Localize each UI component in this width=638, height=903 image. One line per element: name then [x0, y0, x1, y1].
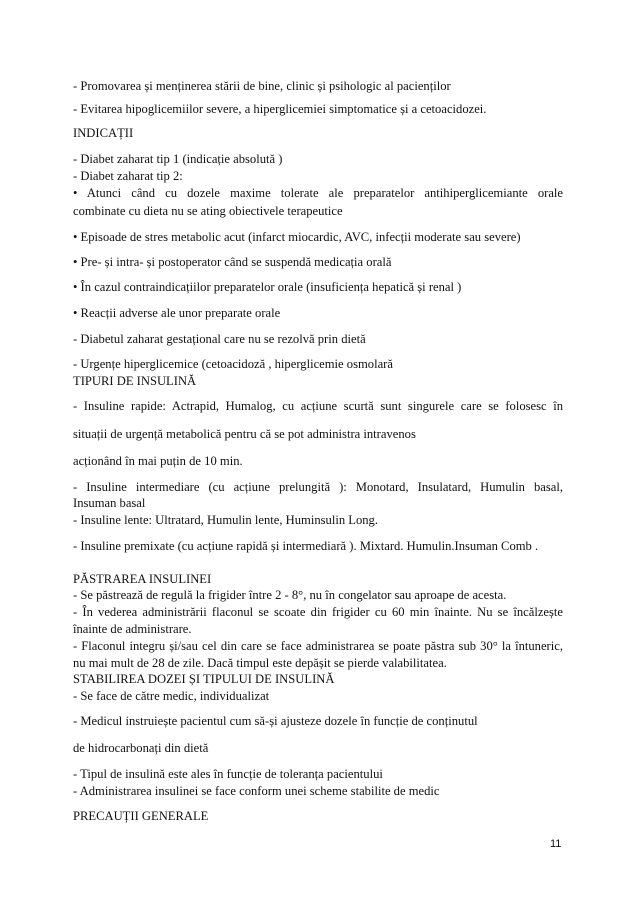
bullet-item: • Atunci când cu dozele maxime tolerate ale preparatelor antihiperglicemiante orale: [73, 186, 563, 200]
bullet-item: • Reacții adverse ale unor preparate orale: [73, 306, 281, 320]
text-line: acționând în mai puțin de 10 min.: [73, 454, 243, 468]
text-line: - Flaconul integru și/sau cel din care se face administrarea se poate păstra sub 30° la întuneric,: [73, 639, 563, 653]
text-line: - Evitarea hipoglicemiilor severe, a hiperglicemiei simptomatice și a cetoacidozei.: [73, 102, 487, 116]
text-line: - Urgențe hiperglicemice (cetoacidoză , hiperglicemie osmolară: [73, 357, 393, 371]
text-line: combinate cu dieta nu se ating obiectivele terapeutice: [73, 204, 343, 218]
bullet-item: • Episoade de stres metabolic acut (infarct miocardic, AVC, infecții moderate sau severe): [73, 230, 521, 244]
text-line: - Administrarea insulinei se face conform unei scheme stabilite de medic: [73, 784, 440, 798]
section-heading: STABILIREA DOZEI ȘI TIPULUI DE INSULINĂ: [73, 672, 335, 686]
text-line: - Insuline rapide: Actrapid, Humalog, cu acțiune scurtă sunt singurele care se folosesc în: [73, 399, 563, 413]
text-line: - Tipul de insulină este ales în funcție de toleranța pacientului: [73, 767, 383, 781]
text-line: - Se păstrează de regulă la frigider între 2 - 8°, nu în congelator sau aproape de acesta.: [73, 588, 507, 602]
text-line: - Medicul instruiește pacientul cum să-și ajusteze dozele în funcție de conținutul: [73, 714, 478, 728]
text-line: situații de urgență metabolică pentru că se pot administra intravenos: [73, 427, 416, 441]
section-heading: TIPURI DE INSULINĂ: [73, 374, 197, 388]
text-line: - Diabet zaharat tip 2:: [73, 169, 183, 183]
text-line: - Insuline lente: Ultratard, Humulin lente, Huminsulin Long.: [73, 513, 378, 527]
text-line: Insuman basal: [73, 496, 146, 510]
text-line: - Diabetul zaharat gestațional care nu se rezolvă prin dietă: [73, 332, 366, 346]
text-line: înainte de administrare.: [73, 622, 192, 636]
section-heading: PĂSTRAREA INSULINEI: [73, 572, 212, 586]
page-number: 11: [550, 838, 562, 850]
section-heading: PRECAUȚII GENERALE: [73, 809, 209, 823]
section-heading: INDICAȚII: [73, 126, 134, 140]
bullet-item: • În cazul contraindicațiilor preparatelor orale (insuficiența hepatică și renal ): [73, 280, 462, 294]
bullet-item: • Pre- și intra- și postoperator când se suspendă medicația orală: [73, 255, 392, 269]
text-line: - Diabet zaharat tip 1 (indicație absolută ): [73, 152, 283, 166]
text-line: de hidrocarbonați din dietă: [73, 741, 209, 755]
text-line: - În vederea administrării flaconul se scoate din frigider cu 60 min înainte. Nu se încălzește: [73, 605, 563, 619]
text-line: - Se face de către medic, individualizat: [73, 689, 270, 703]
text-line: - Insuline premixate (cu acțiune rapidă și intermediară ). Mixtard. Humulin.Insuman Comb .: [73, 539, 539, 553]
text-line: nu mai mult de 28 de zile. Dacă timpul este depășit se pierde valabilitatea.: [73, 656, 447, 670]
text-line: - Promovarea și menținerea stării de bine, clinic și psihologic al pacienților: [73, 79, 451, 93]
text-line: - Insuline intermediare (cu acțiune prelungită ): Monotard, Insulatard, Humulin basal,: [73, 480, 563, 494]
